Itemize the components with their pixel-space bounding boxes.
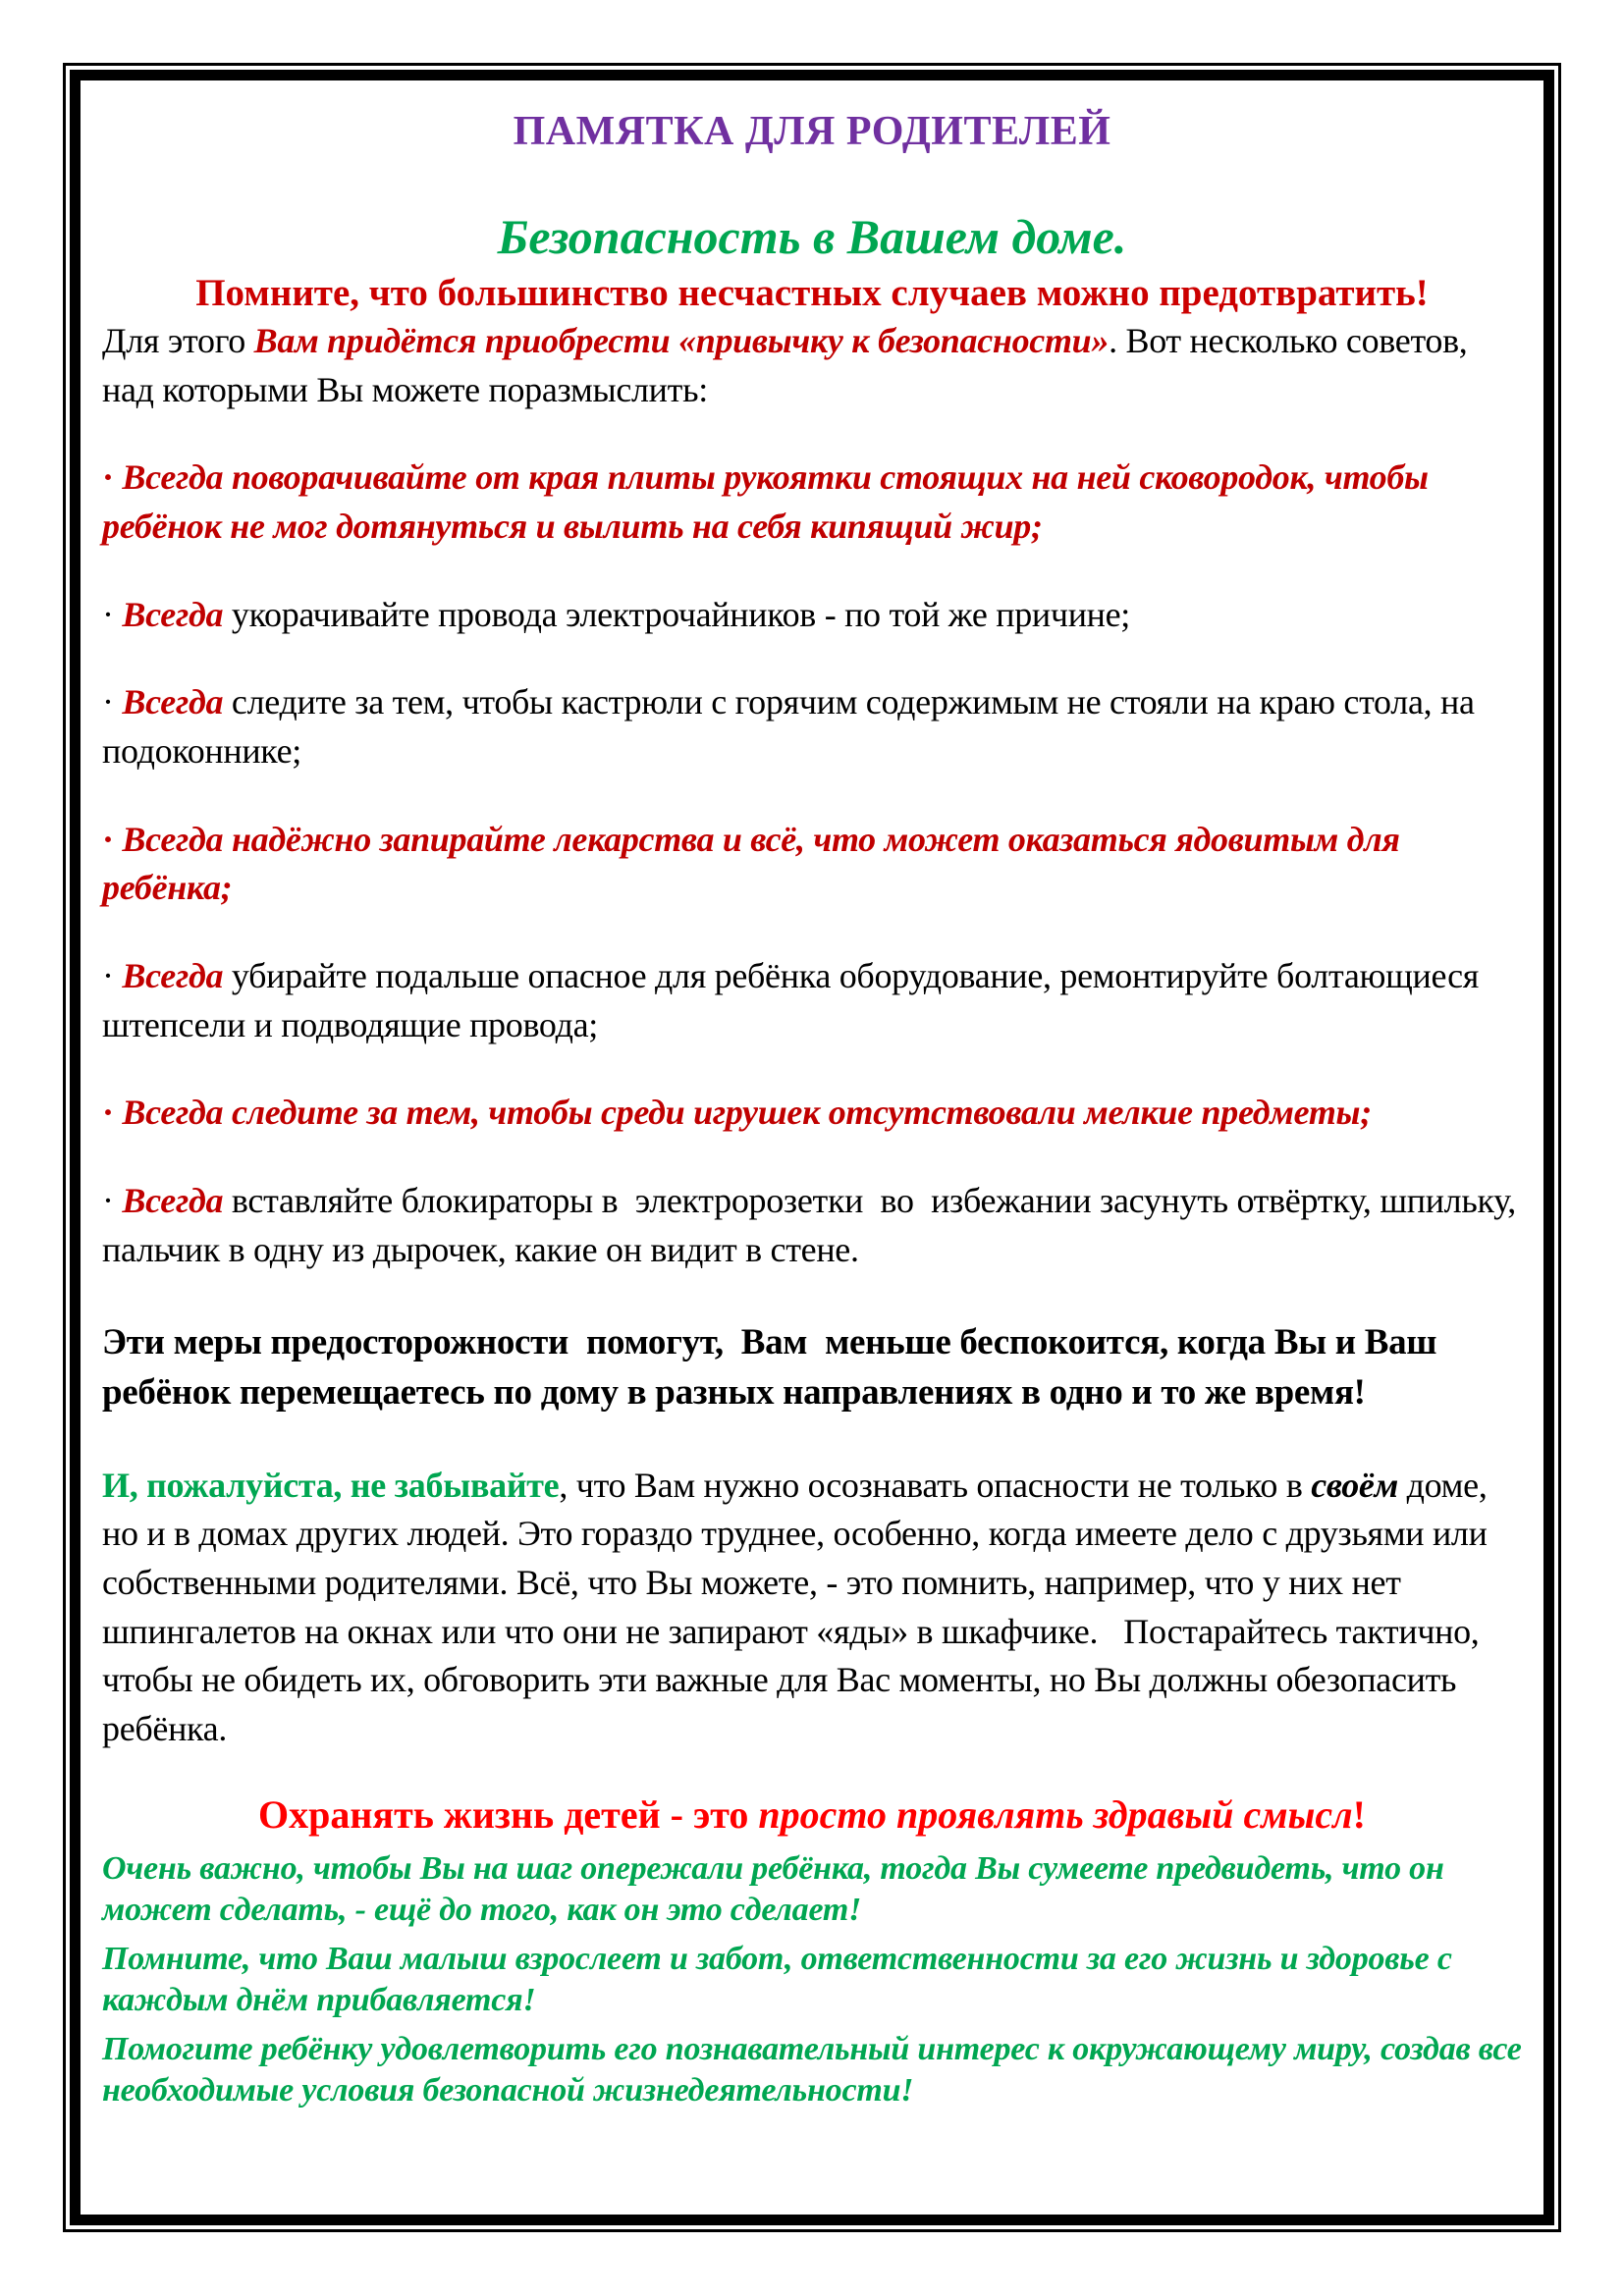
- bullet-marker: ·: [102, 956, 123, 996]
- bullet-item-1: [102, 454, 1522, 551]
- bullet-lead: Всегда: [122, 682, 224, 722]
- slogan-emphasis: просто проявлять здравый смысл: [758, 1791, 1353, 1837]
- bullet-lead: Всегда надёжно запирайте лекарства и всё, что может оказаться ядовитым для ребёнка;: [102, 819, 1409, 908]
- slogan-text-2: !: [1352, 1791, 1366, 1837]
- bullet-marker: ·: [102, 1093, 123, 1133]
- bullet-item-5: [102, 952, 1522, 1049]
- bullet-item-3: [102, 678, 1522, 775]
- slogan: [102, 1789, 1522, 1841]
- document-title: ПАМЯТКА ДЛЯ РОДИТЕЛЕЙ: [513, 109, 1111, 154]
- bullet-lead: Всегда поворачивайте от края плиты рукоятки стоящих на ней сковородок, чтобы ребёнок не мог дотянуться и вылить на себя кипящий жир;: [102, 457, 1437, 547]
- reminder-text-1: , что Вам нужно осознавать опасности не только в: [559, 1465, 1312, 1505]
- measures-paragraph: Эти меры предосторожности помогут, Вам меньше беспокоится, когда Вы и Ваш ребёнок перемещаетесь по дому в разных направлениях в одно и то же время!: [102, 1322, 1446, 1414]
- reminder-lead: И, пожалуйста, не забывайте: [102, 1465, 560, 1505]
- closing-paragraph-3: Помогите ребёнку удовлетворить его познавательный интерес к окружающему миру, создав все необходимые условия безопасной жизнедеятельности!: [102, 2031, 1530, 2109]
- safety-alert: Помните, что большинство несчастных случаев можно предотвратить!: [195, 272, 1429, 314]
- bullet-marker: ·: [102, 682, 123, 722]
- bullet-text: убирайте подальше опасное для ребёнка оборудование, ремонтируйте болтающиеся штепсели и подводящие провода;: [102, 956, 1488, 1044]
- intro-paragraph: [102, 317, 1522, 414]
- bullet-text: укорачивайте провода электрочайников - по той же причине;: [223, 594, 1131, 634]
- bullet-item-2: [102, 591, 1522, 640]
- page-border-inner: [70, 70, 1554, 2225]
- bullet-marker: ·: [102, 457, 123, 498]
- bullet-lead: Всегда: [122, 956, 224, 996]
- closing-paragraph-2: Помните, что Ваш малыш взрослеет и забот, ответственности за его жизнь и здоровье с каждым днём прибавляется!: [102, 1940, 1461, 2018]
- bullet-lead: Всегда: [122, 1181, 224, 1221]
- closing-paragraph-1: Очень важно, чтобы Вы на шаг опережали ребёнка, тогда Вы сумеете предвидеть, что он может сделать, - ещё до того, как он это сделает!: [102, 1849, 1452, 1928]
- bullet-item-7: [102, 1177, 1525, 1274]
- bullet-text: следите за тем, чтобы кастрюли с горячим содержимым не стояли на краю стола, на подоконнике;: [102, 682, 1484, 772]
- reminder-paragraph: [102, 1462, 1522, 1754]
- bullet-marker: ·: [102, 1181, 123, 1221]
- bullet-lead: Всегда следите за тем, чтобы среди игрушек отсутствовали мелкие предметы;: [122, 1093, 1372, 1133]
- reminder-own-emphasis: своём: [1311, 1465, 1398, 1505]
- bullet-marker: ·: [102, 819, 123, 859]
- page-border-outer: [63, 63, 1561, 2232]
- bullet-item-4: [102, 816, 1522, 913]
- document-subtitle: Безопасность в Вашем доме.: [497, 209, 1127, 264]
- bullet-item-6: [102, 1089, 1522, 1138]
- intro-text-1: Для этого: [102, 321, 254, 360]
- intro-text-2: . Вот несколько советов, над которыми Вы можете поразмыслить:: [102, 321, 1477, 409]
- intro-highlight: Вам придётся приобрести «привычку к безопасности»: [253, 321, 1110, 360]
- bullet-lead: Всегда: [122, 594, 224, 634]
- reminder-text-2: доме, но и в домах других людей. Это гораздо труднее, особенно, когда имеете дело с друзьями или собственными родителями. Всё, что Вы можете, - это помнить, например, что у них нет шпингалетов на окнах или что они не запирают «яды» в шкафчике. Постарайтесь тактично, чтобы не обидеть их, обговорить эти важные для Вас моменты, но Вы должны обезопасить ребёнка.: [102, 1465, 1496, 1748]
- slogan-text-1: Охранять жизнь детей - это: [258, 1791, 759, 1837]
- bullet-text: вставляйте блокираторы в электророзетки во избежании засунуть отвёртку, шпильку, пальчик в одну из дырочек, какие он видит в стене.: [102, 1181, 1525, 1269]
- bullet-marker: ·: [102, 594, 123, 634]
